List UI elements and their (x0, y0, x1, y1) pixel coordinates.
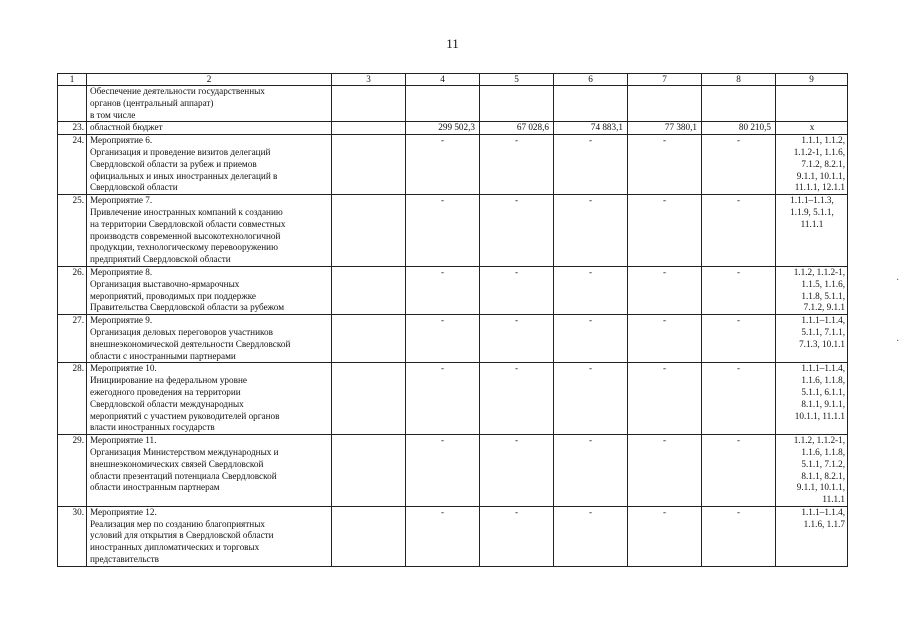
target-ref-line: 1.1.9, 5.1.1, (790, 206, 834, 217)
target-ref-line: 7.1.2, 9.1.1 (803, 302, 845, 313)
row-name-line: на территории Свердловской области совместных (90, 218, 286, 229)
row-name-line: области с иностранными партнерами (90, 350, 236, 361)
col3-cell (332, 266, 406, 314)
header-row (58, 74, 848, 86)
row-name-line: Мероприятие 11. (90, 435, 157, 446)
target-refs (776, 315, 848, 363)
target-ref-line: 7.1.2, 8.2.1, (801, 158, 845, 169)
row-name-line: власти иностранных государств (90, 422, 215, 433)
target-ref-line: 1.1.6, 1.1.8, (801, 446, 845, 457)
value-cell (554, 86, 628, 122)
target-ref-line: 1.1.1–1.1.4, (801, 506, 845, 517)
column-header: 6 (554, 74, 628, 86)
row-name-line: Организация и проведение визитов делегаций (90, 146, 271, 157)
value-cell: - (480, 435, 554, 507)
row-name-line: внешнеэкономических связей Свердловской (90, 458, 264, 469)
program-table (57, 73, 848, 567)
row-name (87, 122, 332, 135)
value-cell (628, 86, 702, 122)
target-ref-line: 1.1.6, 1.1.7 (803, 518, 845, 529)
row-name-line: Свердловской области за рубеж и приемов (90, 158, 257, 169)
value-cell: - (702, 435, 776, 507)
table-body (58, 74, 848, 567)
value-cell: - (628, 506, 702, 566)
row-name-line: области иностранным партнерам (90, 482, 220, 493)
value-cell (480, 86, 554, 122)
value-cell: 67 028,6 (480, 122, 554, 135)
target-refs (776, 435, 848, 507)
value-cell: - (406, 363, 480, 435)
value-cell (702, 86, 776, 122)
row-name-line: Мероприятие 6. (90, 135, 153, 146)
col3-cell (332, 363, 406, 435)
row-name-line: органов (центральный аппарат) (90, 97, 214, 108)
target-ref-line: 1.1.2-1, 1.1.6, (793, 146, 845, 157)
row-number: 30. (58, 506, 87, 566)
col3-cell (332, 195, 406, 267)
value-cell: - (628, 315, 702, 363)
row-name-line: внешнеэкономической деятельности Свердловской (90, 338, 291, 349)
target-ref-line: 5.1.1, 7.1.2, (801, 458, 845, 469)
row-number: 26. (58, 266, 87, 314)
row-name-line: Свердловской области (90, 182, 178, 193)
value-cell: 80 210,5 (702, 122, 776, 135)
page-number: 11 (446, 36, 459, 51)
table-row (58, 363, 848, 435)
target-ref-line: х (809, 122, 815, 133)
col3-cell (332, 122, 406, 135)
row-number: 28. (58, 363, 87, 435)
value-cell: - (628, 266, 702, 314)
value-cell: - (702, 266, 776, 314)
value-cell: 74 883,1 (554, 122, 628, 135)
row-name-line: Правительства Свердловской области за рубежом (90, 302, 285, 313)
target-ref-line: 1.1.8, 5.1.1, (801, 290, 845, 301)
target-ref-line: 11.1.1 (800, 218, 824, 229)
value-cell: - (480, 506, 554, 566)
column-header: 1 (58, 74, 87, 86)
target-ref-line: 8.1.1, 8.2.1, (801, 470, 845, 481)
column-header: 3 (332, 74, 406, 86)
target-ref-line: 11.1.1 (822, 494, 845, 505)
table-row (58, 506, 848, 566)
table-row (58, 266, 848, 314)
row-name-line: Организация выставочно-ярмарочных (90, 278, 240, 289)
target-ref-line: 1.1.2, 1.1.2-1, (793, 266, 845, 277)
value-cell: - (628, 435, 702, 507)
row-name-line: Реализация мер по созданию благоприятных (90, 518, 265, 529)
value-cell: - (702, 195, 776, 267)
row-name-line: официальных и иных иностранных делегаций в (90, 170, 278, 181)
table-row (58, 435, 848, 507)
value-cell: - (554, 435, 628, 507)
value-cell: - (480, 315, 554, 363)
row-name (87, 86, 332, 122)
row-number: 23. (58, 122, 87, 135)
value-cell: - (406, 266, 480, 314)
table-row (58, 122, 848, 135)
row-name (87, 195, 332, 267)
target-ref-line: 1.1.1–1.1.3, (790, 195, 834, 206)
target-ref-line: 5.1.1, 6.1.1, (801, 386, 845, 397)
row-name (87, 363, 332, 435)
row-name-line: предприятий Свердловской области (90, 254, 231, 265)
value-cell: - (406, 195, 480, 267)
target-ref-line: 1.1.5, 1.1.6, (801, 278, 845, 289)
table-row (58, 195, 848, 267)
row-name-line: Мероприятие 10. (90, 363, 157, 374)
value-cell: - (554, 195, 628, 267)
value-cell (406, 86, 480, 122)
value-cell: - (702, 363, 776, 435)
table-row (58, 315, 848, 363)
value-cell: - (406, 506, 480, 566)
col3-cell (332, 315, 406, 363)
target-ref-line: 1.1.1, 1.1.2, (801, 135, 845, 146)
target-ref-line: 1.1.6, 1.1.8, (801, 375, 845, 386)
col3-cell (332, 135, 406, 195)
table-row (58, 135, 848, 195)
target-refs (776, 195, 848, 267)
target-ref-line: 8.1.1, 9.1.1, (801, 398, 845, 409)
target-ref-line: 1.1.1–1.1.4, (801, 363, 845, 374)
target-refs (776, 135, 848, 195)
target-refs (776, 122, 848, 135)
row-name-line: области презентаций потенциала Свердловской (90, 470, 277, 481)
target-ref-line: 1.1.2, 1.1.2-1, (793, 435, 845, 446)
target-ref-line: 11.1.1, 12.1.1 (794, 182, 845, 193)
row-name-line: Привлечение иностранных компаний к созданию (90, 206, 283, 217)
row-name-line: Мероприятие 9. (90, 315, 153, 326)
row-name (87, 506, 332, 566)
value-cell: - (702, 315, 776, 363)
column-header: 2 (87, 74, 332, 86)
row-name-line: Мероприятие 7. (90, 195, 153, 206)
value-cell: - (554, 266, 628, 314)
target-ref-line: 7.1.3, 10.1.1 (799, 338, 845, 349)
row-name-line: мероприятий с участием руководителей органов (90, 410, 280, 421)
col3-cell (332, 506, 406, 566)
row-name-line: иностранных дипломатических и торговых (90, 542, 260, 553)
row-number: 29. (58, 435, 87, 507)
row-name-line: Обеспечение деятельности государственных (90, 86, 265, 96)
row-name-line: Организация Министерством международных и (90, 446, 279, 457)
table-row (58, 86, 848, 122)
margin-mark: · (896, 336, 900, 347)
target-ref-line: 10.1.1, 11.1.1 (794, 410, 845, 421)
value-cell: 299 502,3 (406, 122, 480, 135)
target-refs (776, 506, 848, 566)
value-cell: - (628, 195, 702, 267)
row-name-line: Свердловской области международных (90, 398, 244, 409)
column-header: 9 (776, 74, 848, 86)
value-cell: - (480, 135, 554, 195)
column-header: 8 (702, 74, 776, 86)
value-cell: - (406, 135, 480, 195)
row-name (87, 135, 332, 195)
row-number: 25. (58, 195, 87, 267)
value-cell: - (480, 363, 554, 435)
value-cell: - (628, 363, 702, 435)
target-refs (776, 86, 848, 122)
value-cell: - (628, 135, 702, 195)
target-ref-line: 1.1.1–1.1.4, (801, 315, 845, 326)
value-cell: - (480, 266, 554, 314)
value-cell: - (406, 315, 480, 363)
row-name (87, 315, 332, 363)
target-refs (776, 363, 848, 435)
value-cell: - (406, 435, 480, 507)
row-name-line: Организация деловых переговоров участников (90, 326, 273, 337)
value-cell: - (554, 135, 628, 195)
row-name-line: Мероприятие 12. (90, 506, 157, 517)
row-name-line: Мероприятие 8. (90, 266, 153, 277)
row-name-line: областной бюджет (90, 122, 163, 133)
row-name-line: представительств (90, 554, 159, 565)
margin-mark: · (896, 275, 900, 286)
value-cell: - (554, 315, 628, 363)
value-cell: - (480, 195, 554, 267)
row-name-line: мероприятий, проводимых при поддержке (90, 290, 257, 301)
row-number (58, 86, 87, 122)
column-header: 7 (628, 74, 702, 86)
target-refs (776, 266, 848, 314)
row-name-line: производств современной высокотехнологичной (90, 230, 281, 241)
value-cell: - (554, 363, 628, 435)
value-cell: - (702, 506, 776, 566)
row-name-line: продукции, технологическому перевооружению (90, 242, 278, 253)
value-cell: - (554, 506, 628, 566)
row-number: 27. (58, 315, 87, 363)
row-number: 24. (58, 135, 87, 195)
target-ref-line: 5.1.1, 7.1.1, (801, 326, 845, 337)
value-cell: - (702, 135, 776, 195)
row-name-line: условий для открытия в Свердловской области (90, 530, 274, 541)
row-name (87, 266, 332, 314)
row-name (87, 435, 332, 507)
column-header: 4 (406, 74, 480, 86)
col3-cell (332, 86, 406, 122)
row-name-line: Инициирование на федеральном уровне (90, 375, 247, 386)
value-cell: 77 380,1 (628, 122, 702, 135)
row-name-line: в том числе (90, 109, 136, 120)
col3-cell (332, 435, 406, 507)
target-ref-line: 9.1.1, 10.1.1, (796, 482, 845, 493)
column-header: 5 (480, 74, 554, 86)
target-ref-line: 9.1.1, 10.1.1, (796, 170, 845, 181)
row-name-line: ежегодного проведения на территории (90, 386, 241, 397)
